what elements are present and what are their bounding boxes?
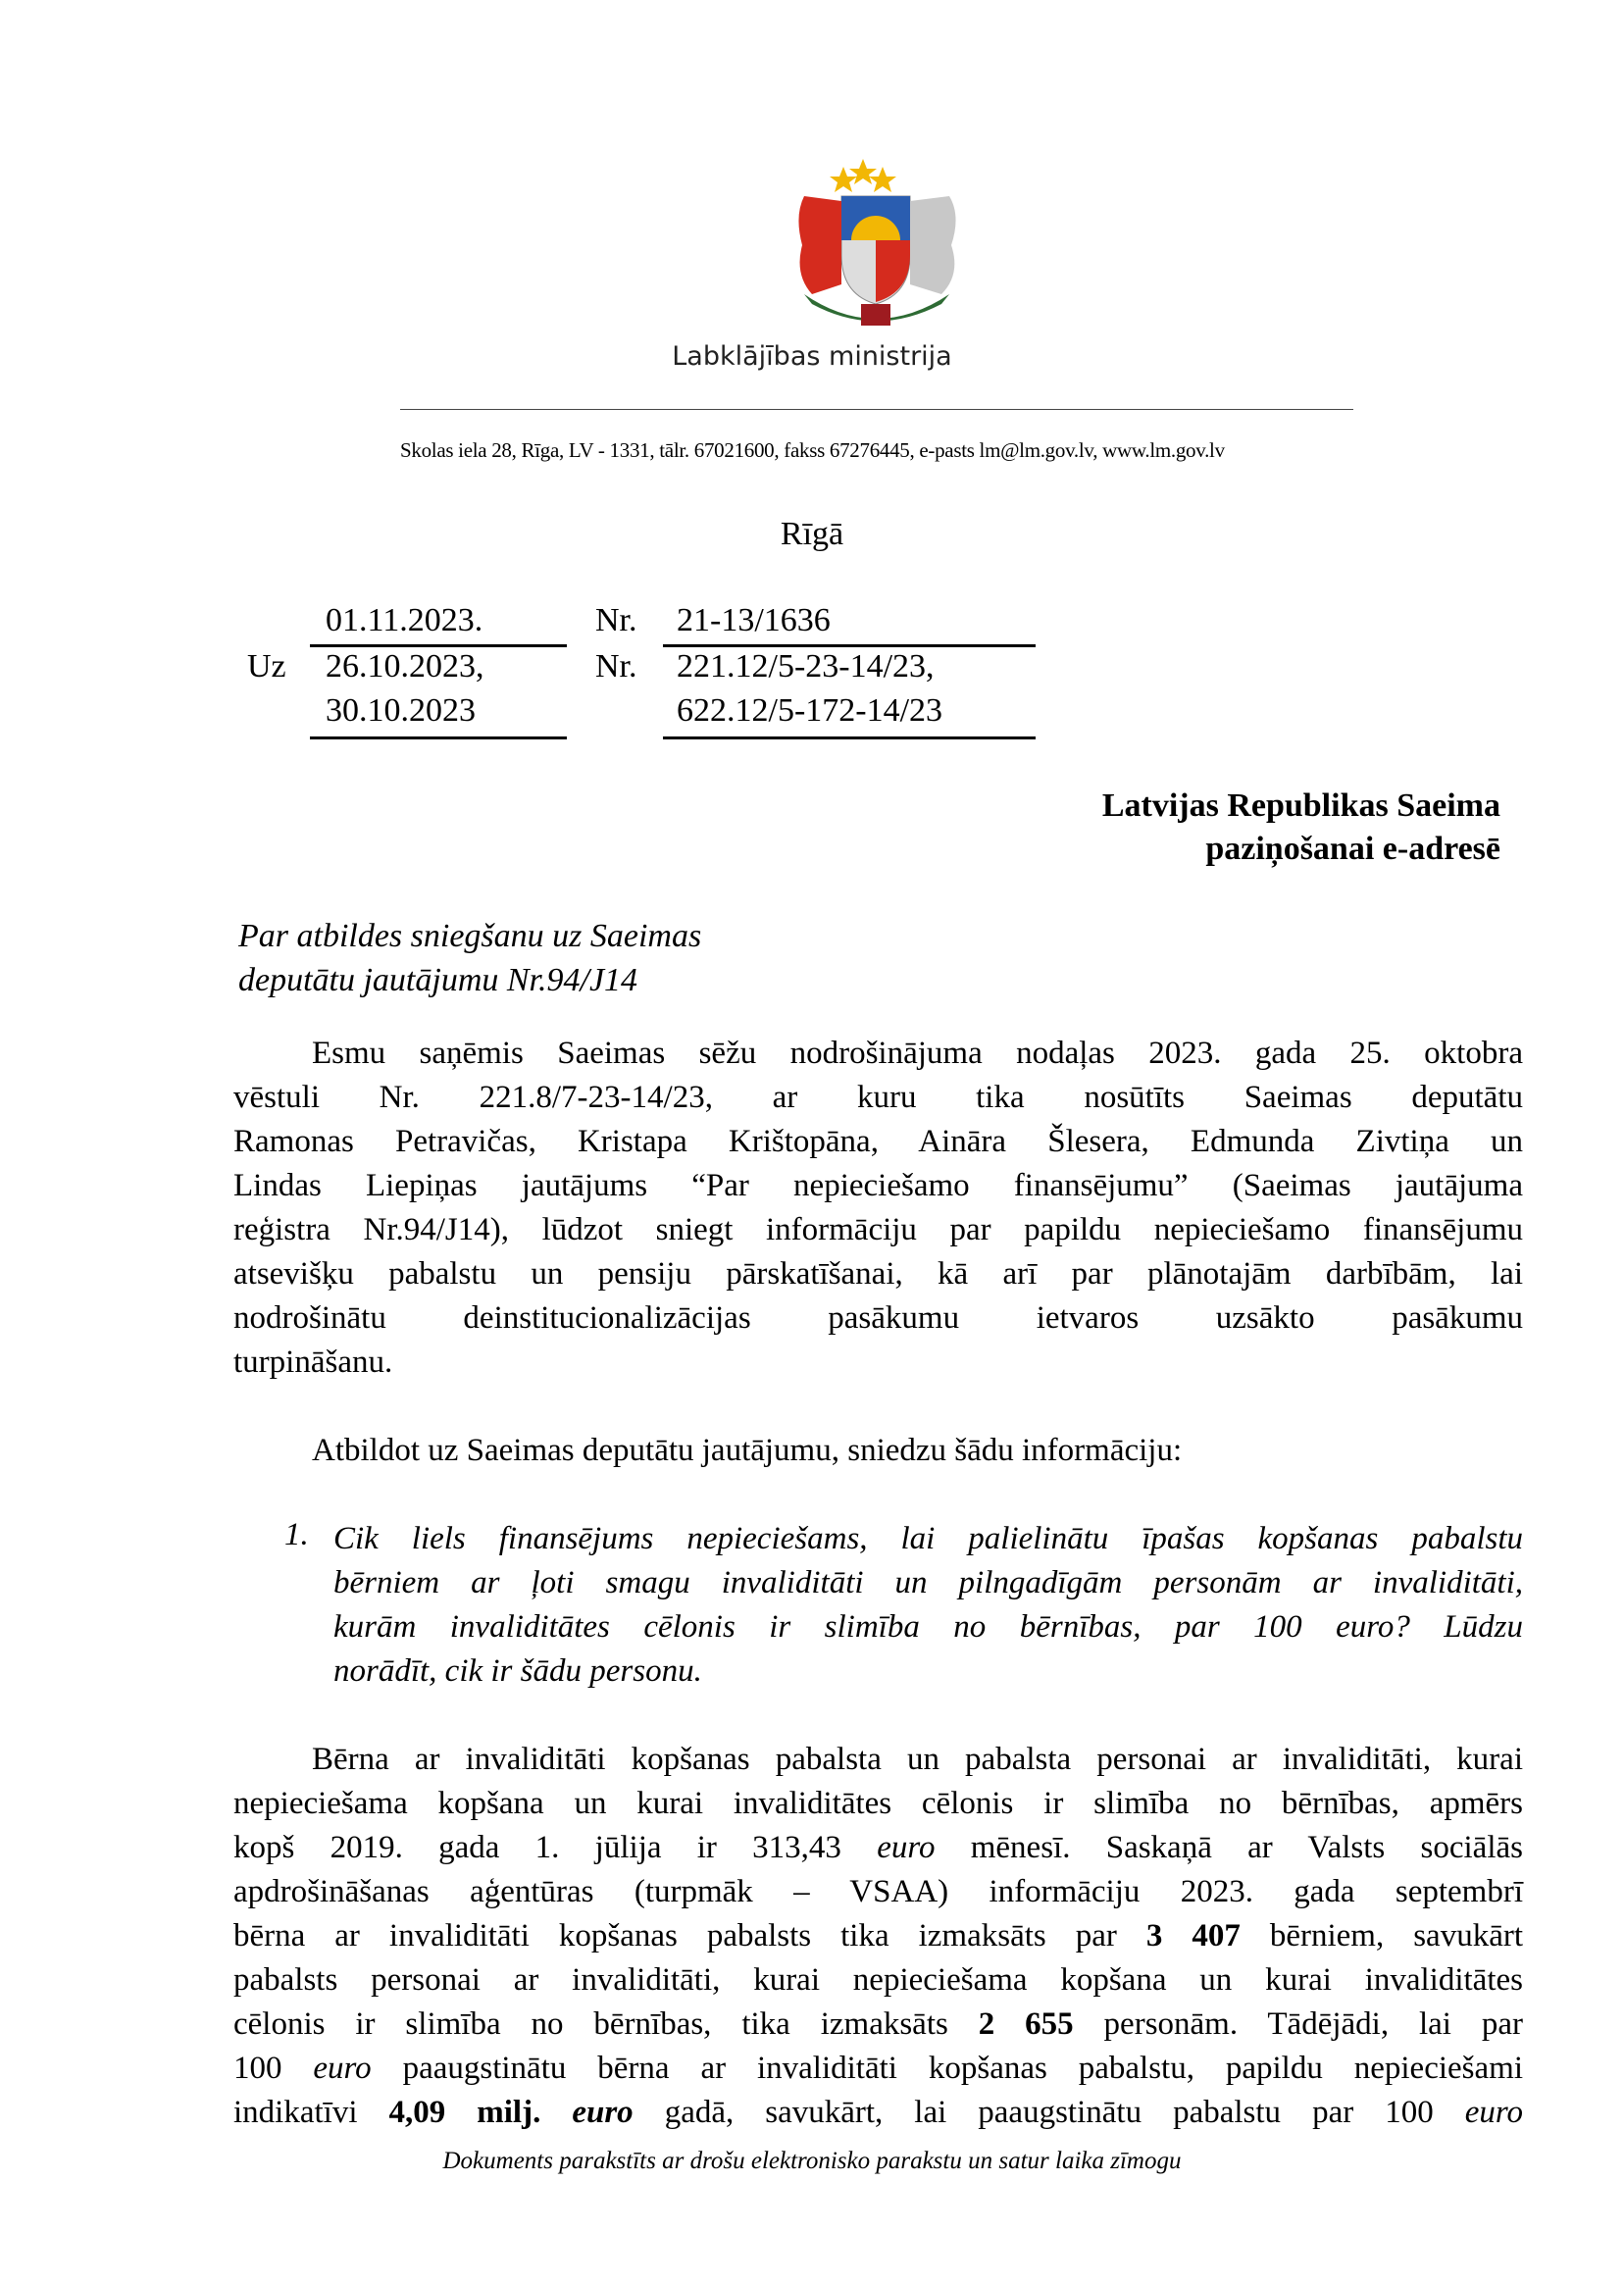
text-run: norādīt, cik ir šādu personu.: [333, 1653, 702, 1689]
text-run: bērniem ar ļoti smagu invaliditāti un pilngadīgām personām ar invaliditāti,: [333, 1565, 1523, 1600]
reference-date: 26.10.2023,: [326, 648, 484, 685]
text-run: bērna ar invaliditāti kopšanas pabalsts tika izmaksāts par: [233, 1918, 1146, 1953]
text-run: mēnesī. Saskaņā ar Valsts sociālās: [935, 1830, 1523, 1865]
paragraph-line: [233, 1782, 1523, 1826]
text-run: reģistra Nr.94/J14), lūdzot sniegt informāciju par papildu nepieciešamo finansējumu: [233, 1212, 1523, 1247]
subject: [238, 914, 701, 1002]
emphasized-value: euro: [572, 2095, 634, 2130]
paragraph-line: [233, 1429, 1523, 1473]
paragraph-line: [233, 1120, 1523, 1164]
city: Rīgā: [780, 516, 844, 552]
paragraph-line: [233, 1870, 1523, 1914]
emphasized-value: 2 655: [978, 2006, 1074, 2042]
text-run: Bērna ar invaliditāti kopšanas pabalsta un pabalsta personai ar invaliditāti, kurai: [312, 1742, 1523, 1777]
paragraph-line: [233, 1341, 1523, 1385]
date-underline: [310, 600, 567, 647]
italic-term: euro: [877, 1830, 936, 1865]
text-run: pabalsts personai ar invaliditāti, kurai nepieciešama kopšana un kurai invaliditātes: [233, 1962, 1523, 1998]
text-run: indikatīvi: [233, 2095, 389, 2130]
paragraph-line: [233, 2003, 1523, 2047]
paragraph-line: [233, 1208, 1523, 1252]
question-number: 1.: [284, 1517, 309, 1552]
document-number: 21-13/1636: [677, 602, 831, 638]
paragraph-line: [233, 1296, 1523, 1341]
text-run: Cik liels finansējums nepieciešams, lai palielinātu īpašas kopšanas pabalstu: [333, 1521, 1523, 1556]
reference-number-underline: [663, 692, 1036, 739]
reference-number: 221.12/5-23-14/23,: [677, 648, 935, 685]
nr-label: Nr.: [595, 602, 637, 638]
paragraph-line: [233, 1738, 1523, 1782]
question-line: [333, 1649, 1523, 1694]
paragraph-line: [233, 1032, 1523, 1076]
subject-line: Par atbildes sniegšanu uz Saeimas: [238, 918, 702, 954]
italic-term: euro: [313, 2051, 372, 2086]
recipient-name: Latvijas Republikas Saeima: [1101, 787, 1500, 824]
question-line: [333, 1605, 1523, 1649]
text-run: apdrošināšanas aģentūras (turpmāk – VSAA) informāciju 2023. gada septembrī: [233, 1874, 1523, 1909]
text-run: Esmu saņēmis Saeimas sēžu nodrošinājuma nodaļas 2023. gada 25. oktobra: [312, 1036, 1523, 1071]
paragraph-line: [233, 1164, 1523, 1208]
reference-date: 30.10.2023: [326, 692, 476, 729]
subject-line: deputātu jautājumu Nr.94/J14: [238, 962, 638, 998]
emphasized-value: 3 407: [1145, 1918, 1241, 1953]
text-run: gadā, savukārt, lai paaugstinātu pabalstu par 100: [633, 2095, 1465, 2130]
paragraph-line: [233, 1076, 1523, 1120]
text-run: nepieciešama kopšana un kurai invaliditātes cēlonis ir slimība no bērnības, apmērs: [233, 1786, 1523, 1821]
reference-nr-label: Nr.: [595, 648, 637, 685]
text-run: Lindas Liepiņas jautājums “Par nepieciešamo finansējumu” (Saeimas jautājuma: [233, 1168, 1523, 1203]
recipient-delivery: paziņošanai e-adresē: [1205, 831, 1500, 867]
question-line: [333, 1561, 1523, 1605]
text-run: Atbildot uz Saeimas deputātu jautājumu, sniedzu šādu informāciju:: [312, 1433, 1183, 1468]
text-run: paaugstinātu bērna ar invaliditāti kopšanas pabalstu, papildu nepieciešami: [371, 2051, 1523, 2086]
text-run: turpināšanu.: [233, 1344, 393, 1380]
text-run: vēstuli Nr. 221.8/7-23-14/23, ar kuru tika nosūtīts Saeimas deputātu: [233, 1080, 1523, 1115]
paragraph-line: [233, 2091, 1523, 2135]
text-run: kurām invaliditātes cēlonis ir slimība no bērnības, par 100 euro? Lūdzu: [333, 1609, 1523, 1645]
text-run: atsevišķu pabalstu un pensiju pārskatīšanai, kā arī par plānotajām darbībām, lai: [233, 1256, 1523, 1292]
text-run: 100: [233, 2051, 314, 2086]
signature-notice: Dokuments parakstīts ar drošu elektronisko parakstu un satur laika zīmogu: [442, 2148, 1182, 2174]
italic-term: euro: [1464, 2095, 1523, 2130]
ministry-address: Skolas iela 28, Rīga, LV - 1331, tālr. 67021600, fakss 67276445, e-pasts lm@lm.gov.lv, www.lm.gov.lv: [400, 438, 1225, 462]
header-divider: [400, 409, 1353, 410]
paragraph-line: [233, 1252, 1523, 1296]
paragraph-line: [233, 1958, 1523, 2003]
uz-label: Uz: [247, 648, 286, 685]
coat-of-arms-logo: [765, 157, 990, 338]
text-run: Ramonas Petravičas, Kristapa Krištopāna, Aināra Šlesera, Edmunda Zivtiņa un: [233, 1124, 1523, 1159]
paragraph-line: [233, 1826, 1523, 1870]
question-line: [333, 1517, 1523, 1561]
recipient: [1102, 785, 1500, 871]
number-underline: [663, 600, 1036, 647]
text-run: cēlonis ir slimība no bērnības, tika izmaksāts: [233, 2006, 979, 2042]
emphasized-value: 4,09 milj.: [388, 2095, 541, 2130]
paragraph-line: [233, 2047, 1523, 2091]
text-run: bērniem, savukārt: [1240, 1918, 1524, 1953]
text-run: personām. Tādējādi, lai par: [1073, 2006, 1524, 2042]
document-date: 01.11.2023.: [326, 602, 483, 638]
reference-date-underline: [310, 692, 567, 739]
ministry-name: Labklājības ministrija: [672, 341, 952, 372]
text-run: kopš 2019. gada 1. jūlija ir 313,43: [233, 1830, 878, 1865]
paragraph-line: [233, 1914, 1523, 1958]
reference-number: 622.12/5-172-14/23: [677, 692, 943, 729]
text-run: nodrošinātu deinstitucionalizācijas pasākumu ietvaros uzsākto pasākumu: [233, 1300, 1523, 1336]
text-run: [540, 2095, 572, 2130]
